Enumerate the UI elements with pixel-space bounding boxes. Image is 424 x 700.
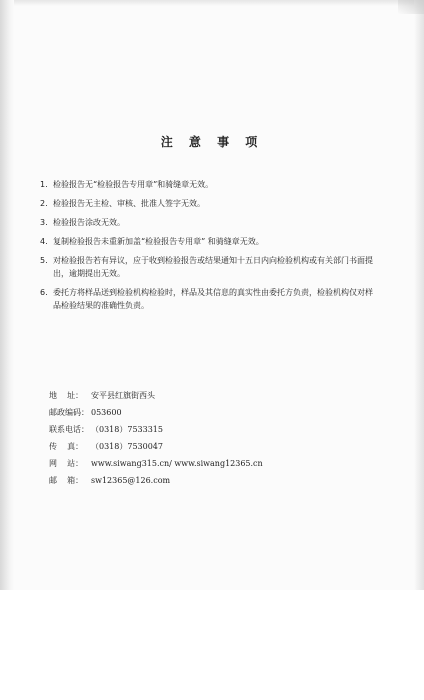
contact-row-phone (49, 421, 379, 438)
notice-item (40, 254, 380, 280)
notice-item (40, 235, 380, 248)
notice-text: 检验报告涂改无效。 (53, 218, 125, 227)
contact-row-postcode (49, 404, 379, 421)
notice-item (40, 178, 380, 191)
contact-value: （0318）7533315 (91, 425, 163, 434)
contact-value: 053600 (91, 408, 122, 417)
notice-number: 3. (40, 218, 48, 227)
notice-text: 委托方将样品送到检验机构检验时，样品及其信息的真实性由委托方负责，检验机构仅对样品检验结果的准确性负责。 (53, 288, 373, 310)
notice-item (40, 286, 380, 312)
notice-number: 6. (40, 288, 48, 297)
contact-label: 邮 箱： (49, 476, 84, 485)
contact-label: 传 真： (49, 442, 84, 451)
notice-text: 检验报告无主检、审核、批准人签字无效。 (53, 199, 205, 208)
contact-value: （0318）7530047 (91, 442, 163, 451)
contact-label: 地 址： (49, 391, 84, 400)
contact-block (49, 387, 379, 489)
notice-number: 4. (40, 237, 48, 246)
page-corner-shadow (398, 0, 424, 14)
notice-list (40, 178, 380, 318)
notice-item (40, 216, 380, 229)
page-edge-top (0, 0, 424, 6)
page-title: 注 意 事 项 (160, 135, 264, 149)
notice-number: 5. (40, 256, 48, 265)
contact-value: 安平县红旗街西头 (91, 391, 155, 400)
contact-value: sw12365@126.com (91, 476, 171, 485)
notice-number: 2. (40, 199, 48, 208)
notice-text: 复制检验报告未重新加盖“检验报告专用章” 和骑缝章无效。 (53, 237, 264, 246)
notice-text: 检验报告无“检验报告专用章”和骑缝章无效。 (53, 180, 214, 189)
contact-label: 联系电话： (49, 425, 89, 434)
contact-row-email (49, 472, 379, 489)
contact-row-website (49, 455, 379, 472)
notice-number: 1. (40, 180, 48, 189)
contact-label: 网 站： (49, 459, 84, 468)
contact-row-address (49, 387, 379, 404)
contact-label: 邮政编码： (49, 408, 89, 417)
contact-row-fax (49, 438, 379, 455)
notice-text: 对检验报告若有异议，应于收到检验报告或结果通知十五日内向检验机构或有关部门书面提出，逾期提出无效。 (53, 256, 373, 278)
notice-item (40, 197, 380, 210)
contact-value: www.siwang315.cn/ www.siwang12365.cn (91, 459, 263, 468)
page-edge-left (0, 0, 14, 590)
page-edge-right (414, 0, 424, 590)
